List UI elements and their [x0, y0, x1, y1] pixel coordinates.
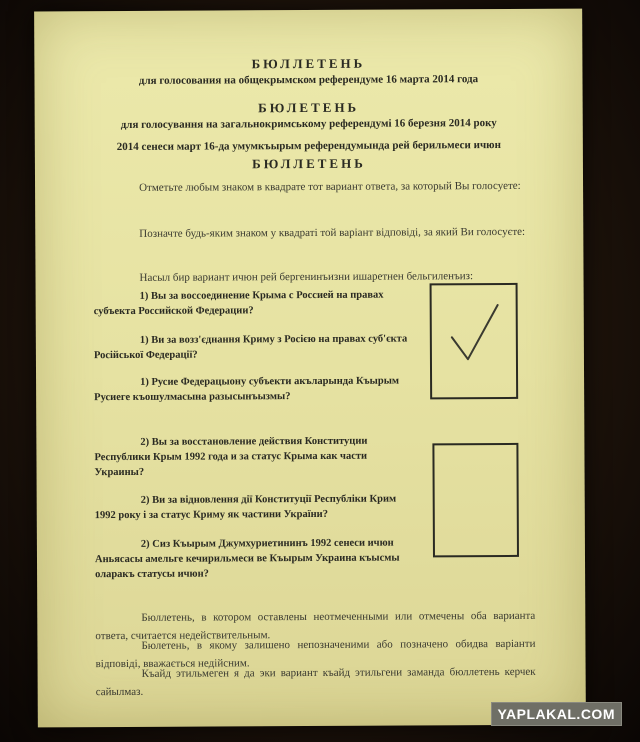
title-crh: БЮЛЛЕТЕНЬ [252, 155, 366, 172]
checkmark-icon [448, 299, 502, 367]
note-ru: Бюллетень, в котором оставлены неотмеченными или отмечены оба варианта ответа, считается недействительным. [95, 609, 536, 643]
instruction-ru: Отметьте любым знаком в квадрате тот вариант ответа, за который Вы голосуете: [139, 179, 521, 194]
instruction-crh: Насыл бир вариант ичюн рей бергенинъизни ишаретнен бельгиленъиз: [139, 270, 474, 284]
instruction-uk: Позначте будь-яким знаком у квадраті той варіант відповіді, за який Ви голосуєте: [139, 225, 526, 240]
option2-ru: 2) Вы за восстановление действия Конституции Республики Крым 1992 года и за статус Крыма как части Украины? [94, 435, 368, 479]
option2-uk: 2) Ви за відновлення дії Конституції Республіки Крим 1992 року і за статус Криму як частини України? [94, 493, 397, 522]
option1-crh: 1) Русие Федерацыону субъекти акъларында Къырым Русиеге къошулмасына разысынъызмы? [94, 375, 400, 404]
watermark-logo: YAPLAKAL.COM [491, 702, 623, 726]
ballot-paper [34, 9, 586, 728]
option1-ru: 1) Вы за воссоединение Крыма с Россией на правах субъекта Российской Федерации? [93, 289, 384, 318]
option2-checkbox[interactable] [432, 443, 519, 557]
option2-crh: 2) Сиз Къырым Джумхуриетининъ 1992 сенеси ичюн Аньясасы амельге кечирильмеси ве Къырым Украина къысмы оларакъ статусы ичюн? [94, 537, 400, 581]
title-ru: БЮЛЛЕТЕНЬ [251, 55, 366, 72]
option1-checkbox[interactable] [430, 283, 519, 399]
title-uk: БЮЛЕТЕНЬ [258, 99, 360, 116]
option1-uk: 1) Ви за возз'єднання Криму з Росією на правах суб'єкта Російської Федерації? [93, 333, 408, 362]
subtitle-crh: 2014 сенеси март 16-да умумкъырым референдумында рей берильмеси ичюн [116, 138, 501, 154]
note-crh: Къайд этильмеген я да эки вариант къайд этильгени заманда бюллетень керчек сайылмаз. [95, 665, 536, 699]
note-uk: Бюлетень, в якому залишено непозначеними або позначено обидва варіанти відповіді, вважається недійсним. [95, 637, 536, 671]
subtitle-uk: для голосування на загальнокримському референдумі 16 березня 2014 року [120, 117, 497, 131]
subtitle-ru: для голосования на общекрымском референдуме 16 марта 2014 года [138, 73, 479, 87]
